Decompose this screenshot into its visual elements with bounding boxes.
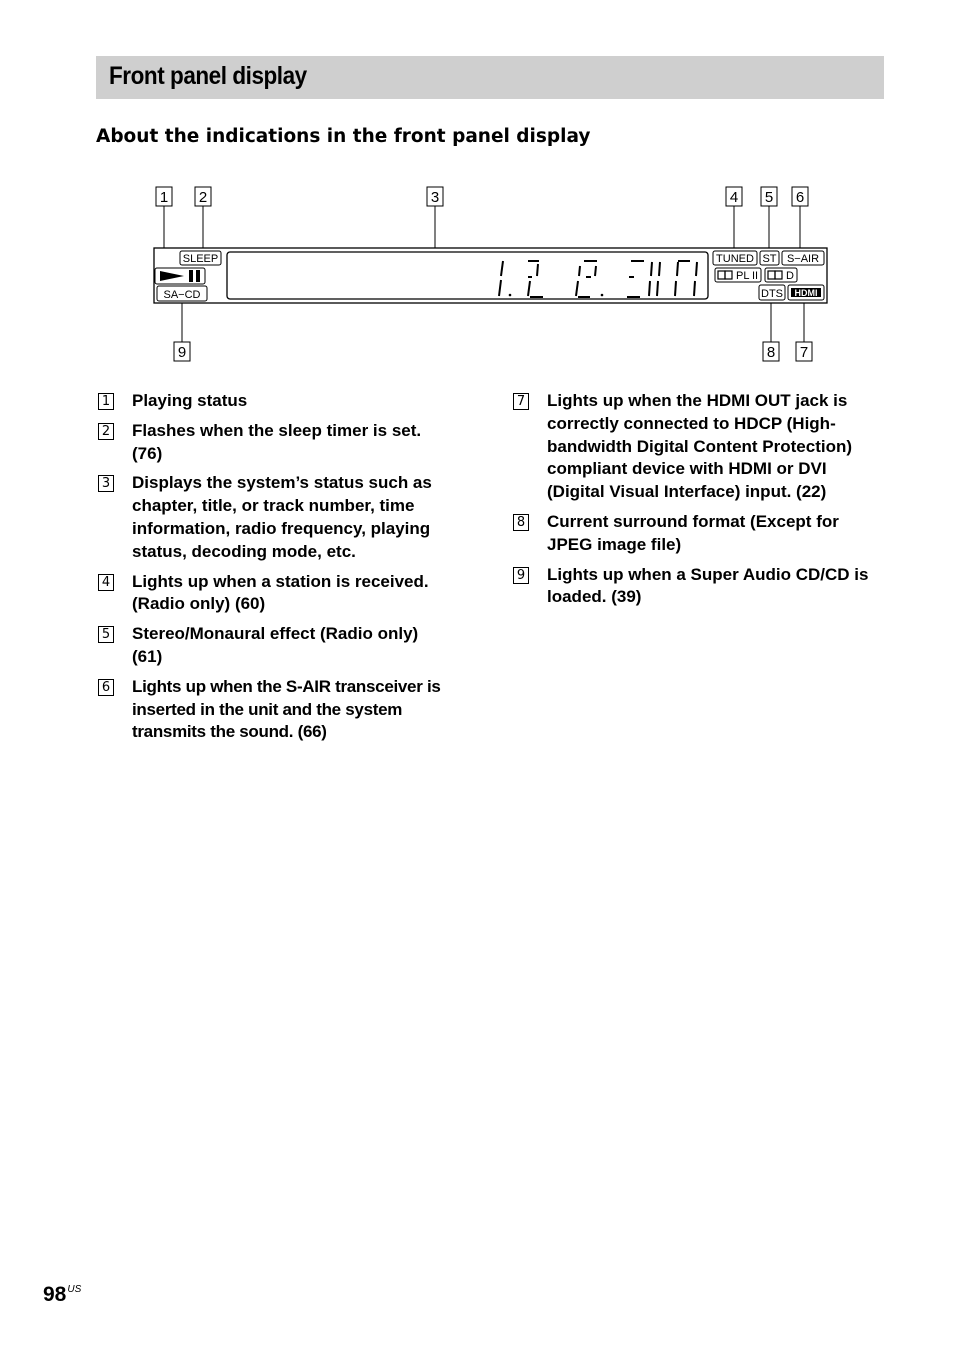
item-text: Lights up when a Super Audio CD/CD is loaded. (39) (547, 564, 869, 607)
list-item (96, 623, 476, 669)
callout-6-label: 6 (795, 189, 805, 206)
st-label: ST (762, 253, 777, 265)
item-text: Lights up when a station is received. (Radio only) (60) (132, 571, 429, 614)
pl-ii-label: II (752, 270, 759, 282)
page-number-suffix: US (67, 1284, 82, 1295)
callout-4 (726, 187, 742, 206)
sacd-label: SA−CD (163, 289, 201, 301)
dts-label: DTS (761, 288, 783, 300)
callout-8 (763, 342, 779, 361)
item-text: Lights up when the S-AIR transceiver is inserted in the unit and the system transmits the sound. (66) (132, 676, 441, 742)
page-title: Front panel display (109, 62, 307, 90)
indications-list-left (96, 390, 476, 751)
item-number: 9 (513, 567, 529, 584)
item-number: 4 (98, 574, 114, 591)
sleep-label: SLEEP (182, 253, 219, 265)
callout-1-label: 1 (159, 189, 169, 206)
item-number: 8 (513, 514, 529, 531)
item-text: Stereo/Monaural effect (Radio only) (61) (132, 624, 419, 666)
callout-2-label: 2 (198, 189, 208, 206)
list-item (96, 676, 476, 744)
sleep-indicator (180, 251, 221, 265)
hdmi-indicator (788, 285, 824, 300)
callout-7-label: 7 (799, 344, 809, 361)
callout-7 (796, 342, 812, 361)
list-item (96, 571, 476, 617)
list-item (96, 472, 476, 563)
item-number: 3 (98, 475, 114, 492)
play-pause-icon (155, 268, 205, 284)
item-text: Displays the system’s status such as chapter, title, or track number, time information, radio frequency, playing status, decoding mode, etc. (132, 473, 432, 561)
dts-indicator (759, 285, 785, 300)
callout-5 (761, 187, 777, 206)
pl-label: PL (736, 270, 750, 282)
item-number: 7 (513, 393, 529, 410)
dolby-pl2-indicator (715, 268, 761, 282)
st-indicator (760, 251, 779, 265)
callout-1 (156, 187, 172, 206)
callout-8-label: 8 (766, 344, 776, 361)
callout-2 (195, 187, 211, 206)
callout-6 (792, 187, 808, 206)
callout-3-label: 3 (430, 189, 440, 206)
sair-label: S−AIR (786, 253, 820, 265)
tuned-indicator (713, 251, 757, 265)
sacd-indicator (157, 286, 207, 301)
callout-9 (174, 342, 190, 361)
front-panel-diagram (0, 0, 954, 380)
list-item (511, 564, 886, 610)
item-text: Flashes when the sleep timer is set. (76) (132, 420, 422, 463)
item-text: Playing status (132, 391, 248, 410)
callout-3 (427, 187, 443, 206)
item-number: 2 (98, 423, 114, 440)
tuned-label: TUNED (716, 253, 754, 265)
dolby-digital-indicator (765, 268, 797, 282)
item-number: 1 (98, 393, 114, 410)
callout-9-label: 9 (177, 344, 187, 361)
list-item (511, 511, 886, 557)
page-number (43, 1283, 81, 1307)
page-number-value: 98 (43, 1283, 67, 1306)
callout-5-label: 5 (764, 189, 774, 206)
callout-4-label: 4 (729, 189, 739, 206)
item-number: 5 (98, 626, 114, 643)
item-number: 6 (98, 679, 114, 696)
list-item (96, 390, 476, 413)
indications-list-right (511, 390, 886, 616)
subheading: About the indications in the front panel display (96, 126, 591, 147)
item-text: Current surround format (Except for JPEG image file) (547, 511, 839, 554)
item-text: Lights up when the HDMI OUT jack is correctly connected to HDCP (High-bandwidth Digital Content Protection) compliant device with HDMI or DVI (Digital Visual Interface) input. (22) (547, 391, 853, 502)
list-item (511, 390, 886, 504)
list-item (96, 420, 476, 466)
sair-indicator (782, 251, 824, 265)
d-label: D (786, 270, 794, 282)
hdmi-label: HDMI (794, 288, 818, 298)
